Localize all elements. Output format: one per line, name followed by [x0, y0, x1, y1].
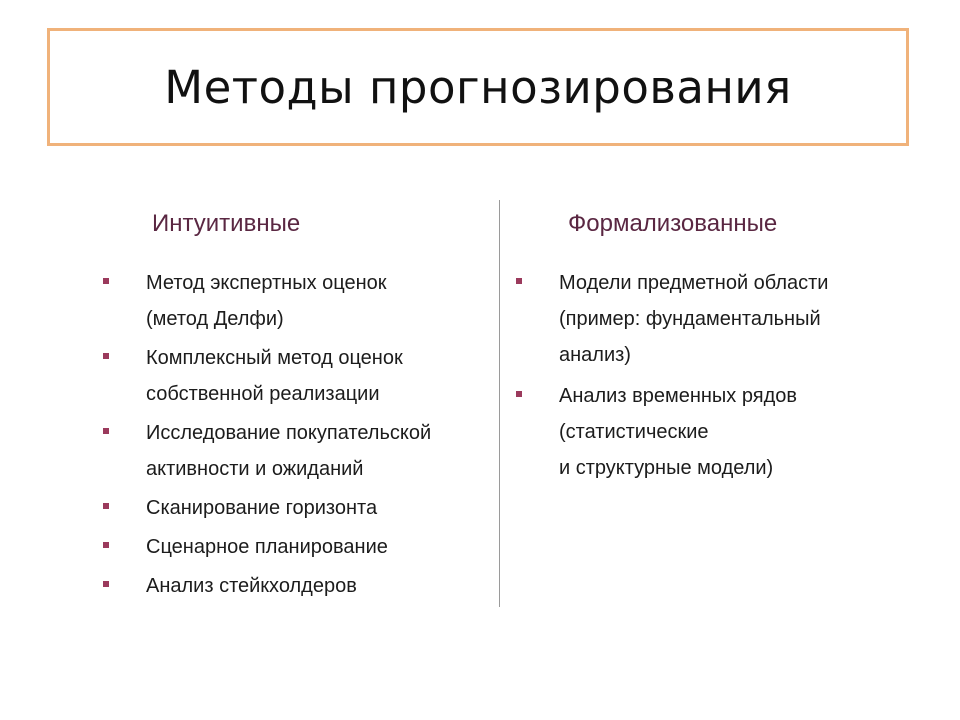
bullet-icon — [103, 353, 109, 359]
bullet-icon — [103, 542, 109, 548]
bullet-icon — [103, 581, 109, 587]
list-item — [100, 529, 495, 565]
list-item-text: Анализ стейкхолдеров — [146, 575, 357, 597]
formalized-heading: Формализованные — [568, 210, 778, 237]
title-box — [47, 28, 909, 146]
column-divider — [499, 200, 500, 607]
bullet-icon — [103, 278, 109, 284]
list-item-text: Метод экспертных оценок (метод Делфи) — [146, 272, 387, 330]
list-item — [100, 568, 495, 604]
list-item-text: Сценарное планирование — [146, 536, 388, 558]
list-item — [100, 265, 495, 337]
bullet-icon — [103, 428, 109, 434]
list-item — [513, 265, 933, 373]
list-item-text: Анализ временных рядов (статистические и структурные модели) — [559, 385, 797, 479]
list-item-text: Комплексный метод оценок собственной реализации — [146, 347, 403, 405]
list-item — [100, 340, 495, 412]
list-item — [513, 378, 933, 486]
list-item-text: Сканирование горизонта — [146, 497, 378, 519]
bullet-icon — [103, 503, 109, 509]
bullet-icon — [516, 278, 522, 284]
list-item-text: Модели предметной области (пример: фундаментальный анализ) — [559, 272, 829, 366]
intuitive-methods-list — [100, 265, 495, 607]
bullet-icon — [516, 391, 522, 397]
slide-title: Методы прогнозирования — [164, 60, 792, 114]
list-item-text: Исследование покупательской активности и ожиданий — [146, 422, 432, 480]
list-item — [100, 415, 495, 487]
formalized-methods-list — [513, 265, 933, 491]
intuitive-heading: Интуитивные — [152, 210, 301, 237]
list-item — [100, 490, 495, 526]
